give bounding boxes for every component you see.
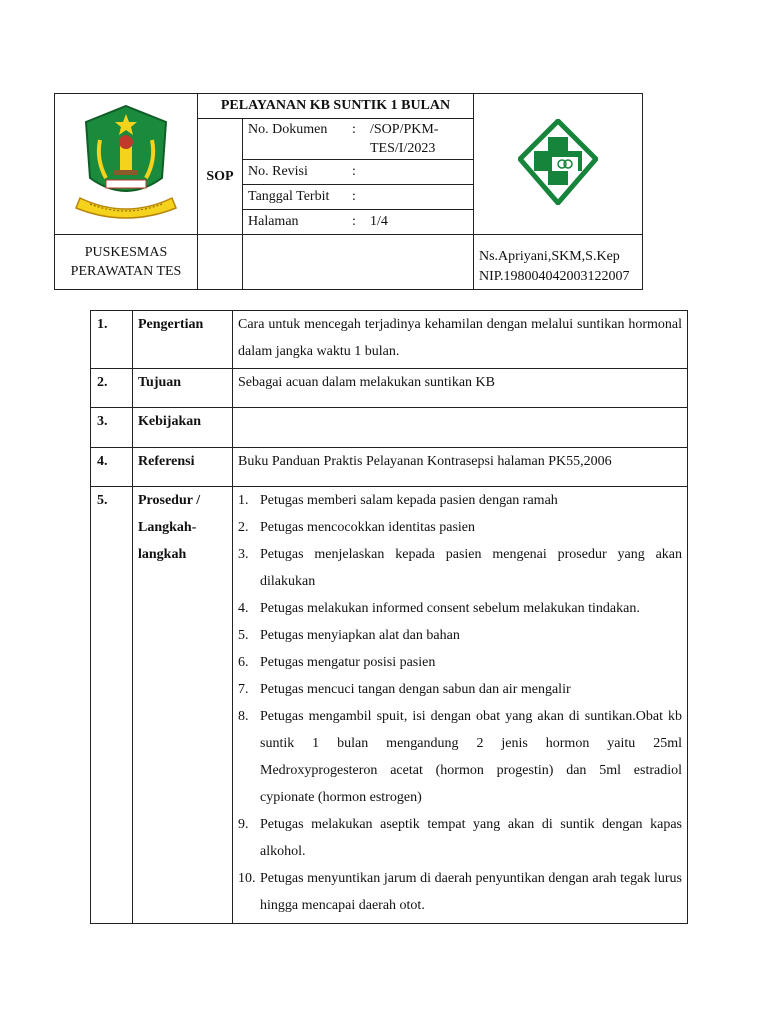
list-item bbox=[238, 541, 682, 595]
list-item bbox=[238, 622, 682, 649]
row-heading: Kebijakan bbox=[133, 408, 233, 448]
no-dokumen-label: No. Dokumen bbox=[248, 122, 328, 137]
step-text: Petugas mengambil spuit, isi dengan obat yang akan di suntikan.Obat kb suntik 1 bulan mengandung 2 jenis hormon yaitu 25ml Medroxyprogesteron acetat (hormon progestin) dan 5ml estradiol cypionate (hormon estrogen) bbox=[260, 709, 682, 805]
step-number: 6. bbox=[238, 655, 249, 670]
list-item bbox=[238, 703, 682, 811]
empty-cell bbox=[198, 235, 243, 290]
step-text: Petugas menjelaskan kepada pasien mengenai prosedur yang akan dilakukan bbox=[260, 547, 682, 589]
left-logo-cell bbox=[55, 94, 198, 235]
list-item bbox=[238, 595, 682, 622]
table-row: 2. Tujuan Sebagai acuan dalam melakukan suntikan KB bbox=[91, 369, 688, 408]
halaman-value: 1/4 bbox=[370, 214, 388, 229]
regency-emblem-icon bbox=[66, 100, 186, 224]
empty-cell bbox=[243, 235, 474, 290]
no-revisi-label: No. Revisi bbox=[248, 164, 308, 179]
halaman-row: Halaman : 1/4 bbox=[243, 210, 474, 235]
step-text: Petugas mencocokkan identitas pasien bbox=[260, 520, 475, 535]
table-row: 3. Kebijakan bbox=[91, 408, 688, 448]
signer-block bbox=[474, 235, 643, 290]
organization-name: PUSKESMAS PERAWATAN TES bbox=[55, 235, 198, 290]
step-number: 2. bbox=[238, 520, 249, 535]
step-number: 3. bbox=[238, 547, 249, 562]
row-heading: Pengertian bbox=[133, 311, 233, 369]
signer-nip: NIP.198004042003122007 bbox=[479, 269, 630, 284]
step-text: Petugas menyiapkan alat dan bahan bbox=[260, 628, 460, 643]
sop-label: SOP bbox=[198, 119, 243, 235]
row-heading: Tujuan bbox=[133, 369, 233, 408]
step-text: Petugas melakukan informed consent sebelum melakukan tindakan. bbox=[260, 601, 640, 616]
tanggal-terbit-label: Tanggal Terbit bbox=[248, 189, 330, 204]
list-item bbox=[238, 649, 682, 676]
list-item bbox=[238, 676, 682, 703]
puskesmas-cross-icon bbox=[518, 119, 598, 205]
procedure-steps bbox=[233, 487, 688, 924]
row-heading: Prosedur / Langkah- langkah bbox=[133, 487, 233, 924]
step-text: Petugas menyuntikan jarum di daerah penyuntikan dengan arah tegak lurus hingga mencapai daerah otot. bbox=[260, 871, 682, 913]
step-text: Petugas mengatur posisi pasien bbox=[260, 655, 436, 670]
list-item bbox=[238, 514, 682, 541]
document-title: PELAYANAN KB SUNTIK 1 BULAN bbox=[198, 94, 474, 119]
list-item bbox=[238, 487, 682, 514]
table-row: 1. Pengertian Cara untuk mencegah terjadinya kehamilan dengan melalui suntikan hormonal dalam jangka waktu 1 bulan. bbox=[91, 311, 688, 369]
table-row: 5. Prosedur / Langkah- langkah 1. Petugas memberi salam kepada pasien dengan ramah 2. Petugas mencocokkan identitas pasien 3. Petugas menjelaskan kepada pasien mengenai prosedur yang akan dilakukan 4. Petugas melakukan informed consent sebelum melakukan tindakan. 5. Petugas menyiapkan alat dan bahan 6. Petugas mengatur posisi pasien 7. Petugas mencuci tangan dengan sabun dan air mengalir 8. Petugas mengambil spuit, isi dengan obat yang akan di suntikan.Obat kb suntik 1 bulan mengandung 2 jenis hormon yaitu 25ml Medroxyprogesteron acetat (hormon progestin) dan 5ml estradiol cypionate (hormon estrogen) 9. Petugas melakukan aseptik tempat yang akan di suntik dengan kapas alkohol. 10. Petugas menyuntikan jarum di daerah penyuntikan dengan arah tegak lurus hingga mencapai daerah otot. bbox=[91, 487, 688, 924]
halaman-label: Halaman bbox=[248, 214, 299, 229]
row-heading: Referensi bbox=[133, 448, 233, 487]
row-content: Buku Panduan Praktis Pelayanan Kontrasepsi halaman PK55,2006 bbox=[233, 448, 688, 487]
tanggal-terbit-row: Tanggal Terbit : bbox=[243, 185, 474, 210]
step-number: 9. bbox=[238, 817, 249, 832]
step-number: 4. bbox=[238, 601, 249, 616]
step-number: 5. bbox=[238, 628, 249, 643]
step-number: 10. bbox=[238, 871, 256, 886]
sop-header-table bbox=[54, 93, 643, 290]
list-item bbox=[238, 811, 682, 865]
step-text: Petugas memberi salam kepada pasien dengan ramah bbox=[260, 493, 558, 508]
sop-content-table bbox=[90, 310, 688, 924]
step-text: Petugas mencuci tangan dengan sabun dan air mengalir bbox=[260, 682, 571, 697]
no-dokumen-row: No. Dokumen : /SOP/PKM-TES/I/2023 bbox=[243, 119, 474, 160]
no-dokumen-value: /SOP/PKM-TES/I/2023 bbox=[370, 122, 439, 156]
signer-name: Ns.Apriyani,SKM,S.Kep bbox=[479, 249, 620, 264]
step-number: 7. bbox=[238, 682, 249, 697]
right-logo-cell bbox=[474, 94, 643, 235]
no-revisi-row: No. Revisi : bbox=[243, 160, 474, 185]
step-number: 8. bbox=[238, 709, 249, 724]
step-number: 1. bbox=[238, 493, 249, 508]
steps-list bbox=[238, 487, 682, 919]
row-content bbox=[233, 408, 688, 448]
row-content: Cara untuk mencegah terjadinya kehamilan dengan melalui suntikan hormonal dalam jangka waktu 1 bulan. bbox=[233, 311, 688, 369]
list-item bbox=[238, 865, 682, 919]
row-content: Sebagai acuan dalam melakukan suntikan KB bbox=[233, 369, 688, 408]
table-row: 4. Referensi Buku Panduan Praktis Pelayanan Kontrasepsi halaman PK55,2006 bbox=[91, 448, 688, 487]
step-text: Petugas melakukan aseptik tempat yang akan di suntik dengan kapas alkohol. bbox=[260, 817, 682, 859]
